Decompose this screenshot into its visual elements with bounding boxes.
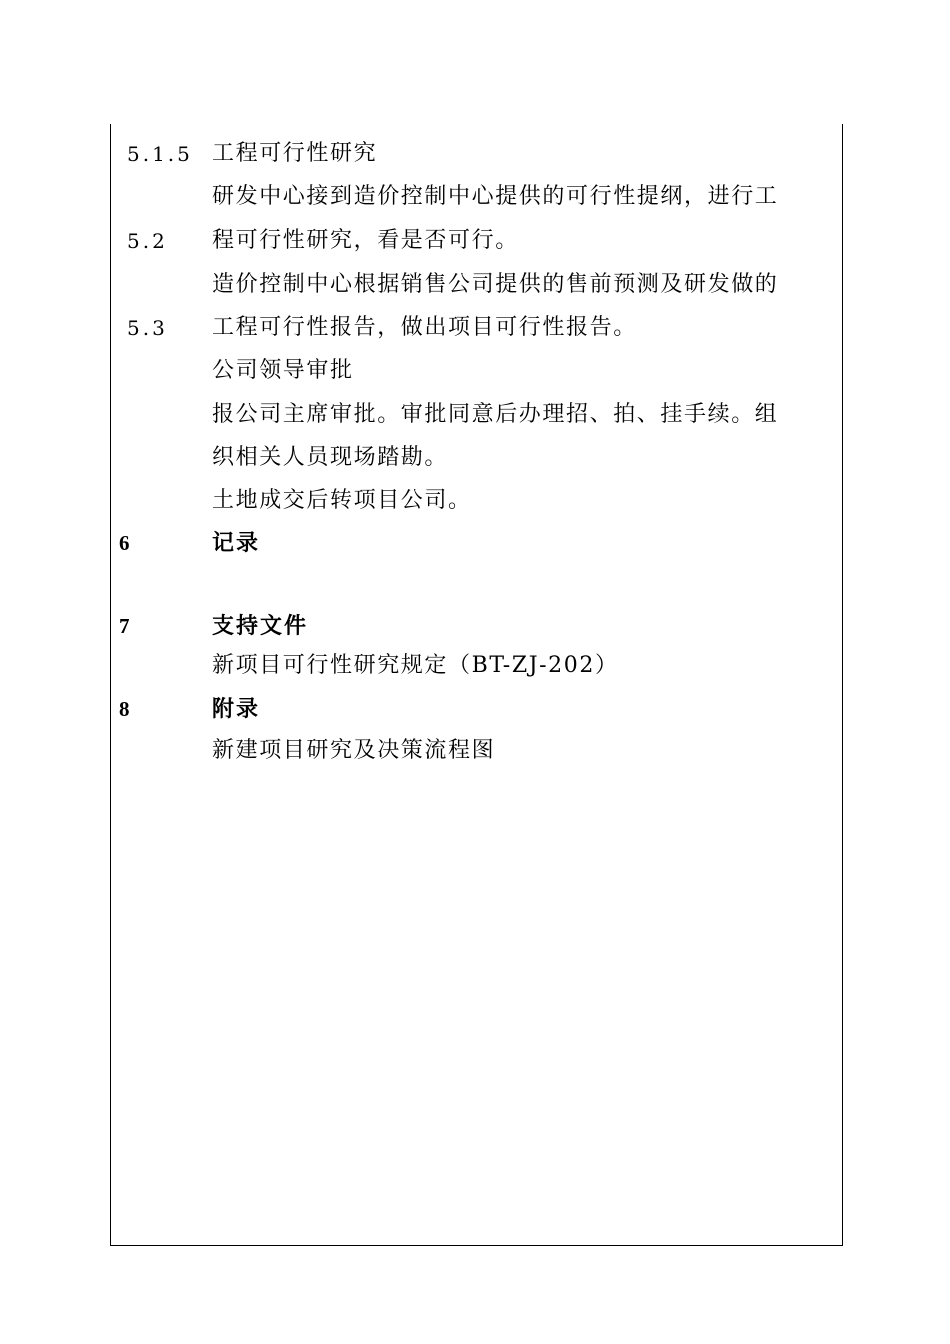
paragraph-5-3-line-1: 造价控制中心根据销售公司提供的售前预测及研发做的	[212, 272, 779, 297]
approval-line-1: 报公司主席审批。审批同意后办理招、拍、挂手续。组	[212, 402, 779, 427]
paragraph-5-2-line-2: 程可行性研究，看是否可行。	[212, 228, 519, 253]
paragraph-5-2-line-1: 研发中心接到造价控制中心提供的可行性提纲，进行工	[212, 184, 779, 209]
approval-line-2: 织相关人员现场踏勘。	[212, 445, 449, 470]
section-title-appendix: 附录	[212, 696, 261, 722]
supporting-document-item: 新项目可行性研究规定（BT-ZJ-202）	[212, 653, 619, 678]
section-number-5-1-5: 5.1.5	[127, 142, 193, 166]
section-title-supporting-documents: 支持文件	[212, 613, 309, 639]
section-number-8: 8	[119, 697, 130, 721]
section-number-7: 7	[119, 614, 130, 638]
section-number-5-3: 5.3	[127, 316, 168, 340]
section-number-6: 6	[119, 531, 130, 555]
appendix-item: 新建项目研究及决策流程图	[212, 738, 496, 763]
section-number-5-2: 5.2	[127, 229, 168, 253]
approval-line-3: 土地成交后转项目公司。	[212, 488, 472, 513]
section-title-records: 记录	[212, 530, 261, 556]
section-title-feasibility-study: 工程可行性研究	[212, 141, 378, 166]
approval-title: 公司领导审批	[212, 358, 354, 383]
paragraph-5-3-line-2: 工程可行性报告，做出项目可行性报告。	[212, 315, 637, 340]
